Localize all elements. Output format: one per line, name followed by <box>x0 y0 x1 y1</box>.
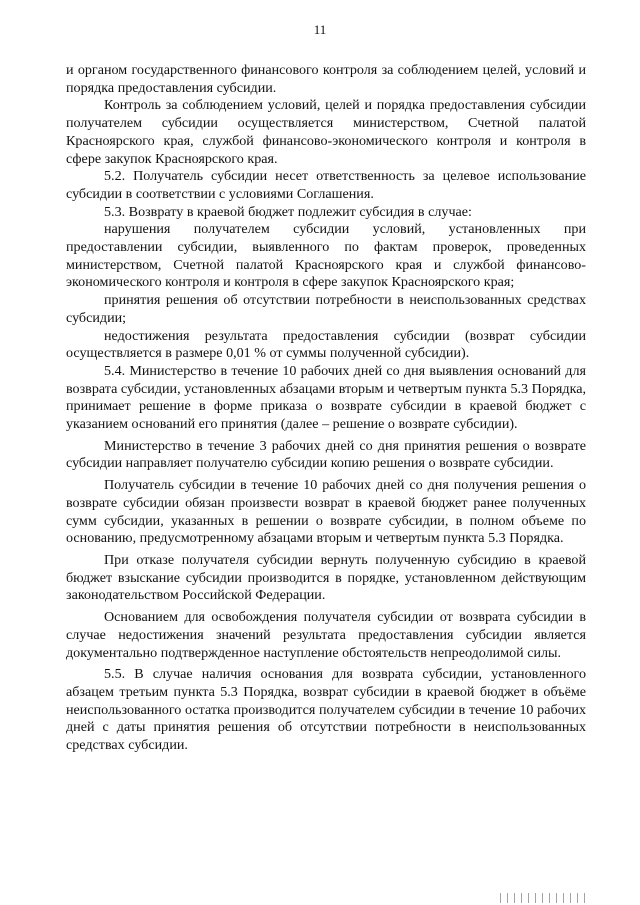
paragraph-6: принятия решения об отсутствии потребности в неиспользованных средствах субсидии; <box>66 292 586 326</box>
paragraph-5: нарушения получателем субсидии условий, установленных при предоставлении субсидии, выявленного по фактам проверок, проведенных министерством, Счетной палатой Красноярского края и службой финансово-экономического контроля и контроля в сфере закупок Красноярского края; <box>66 221 586 291</box>
scan-edge-marks <box>500 893 590 903</box>
paragraph-10: Получатель субсидии в течение 10 рабочих дней со дня получения решения о возврате субсидии обязан произвести возврат в краевой бюджет ранее полученных сумм субсидии, указанных в решении о возврате субсидии, в полном объеме по основанию, предусмотренному абзацами вторым и четвертым пункта 5.3 Порядка. <box>66 477 586 547</box>
paragraph-7: недостижения результата предоставления субсидии (возврат субсидии осуществляется в размере 0,01 % от суммы полученной субсидии). <box>66 327 586 362</box>
paragraph-3: 5.2. Получатель субсидии несет ответственность за целевое использование субсидии в соответствии с условиями Соглашения. <box>66 168 586 202</box>
paragraph-1: и органом государственного финансового контроля за соблюдением целей, условий и порядка предоставления субсидии. <box>66 62 586 96</box>
paragraph-4: 5.3. Возврату в краевой бюджет подлежит субсидия в случае: <box>104 203 472 220</box>
paragraph-9: Министерство в течение 3 рабочих дней со дня принятия решения о возврате субсидии направляет получателю субсидии копию решения о возврате субсидии. <box>66 437 586 472</box>
paragraph-11: При отказе получателя субсидии вернуть полученную субсидию в краевой бюджет взыскание субсидии производится в порядке, установленном действующим законодательством Российской Федерации. <box>66 551 586 604</box>
document-body <box>66 62 586 755</box>
paragraph-8: 5.4. Министерство в течение 10 рабочих дней со дня выявления оснований для возврата субсидии, установленных абзацами вторым и четвертым пункта 5.3 Порядка, принимает решение в форме приказа о возврате субсидии в краевой бюджет с указанием оснований его принятия (далее – решение о возврате субсидии). <box>66 362 586 433</box>
paragraph-12: Основанием для освобождения получателя субсидии от возврата субсидии в случае недостижения значений результата предоставления субсидии является документально подтвержденное наступление обстоятельств непреодолимой силы. <box>66 609 586 661</box>
paragraph-13: 5.5. В случае наличия основания для возврата субсидии, установленного абзацем третьим пункта 5.3 Порядка, возврат субсидии в краевой бюджет в объёме неиспользованного остатка производится получателем субсидии в течение 10 рабочих дней с даты принятия решения об отсутствии потребности в неиспользованных средствах субсидии. <box>66 666 586 754</box>
paragraph-2: Контроль за соблюдением условий, целей и порядка предоставления субсидии получателем субсидии осуществляется министерством, Счетной палатой Красноярского края, службой финансово-экономического контроля и контроля в сфере закупок Красноярского края. <box>66 97 586 167</box>
page-number: 11 <box>313 22 327 37</box>
